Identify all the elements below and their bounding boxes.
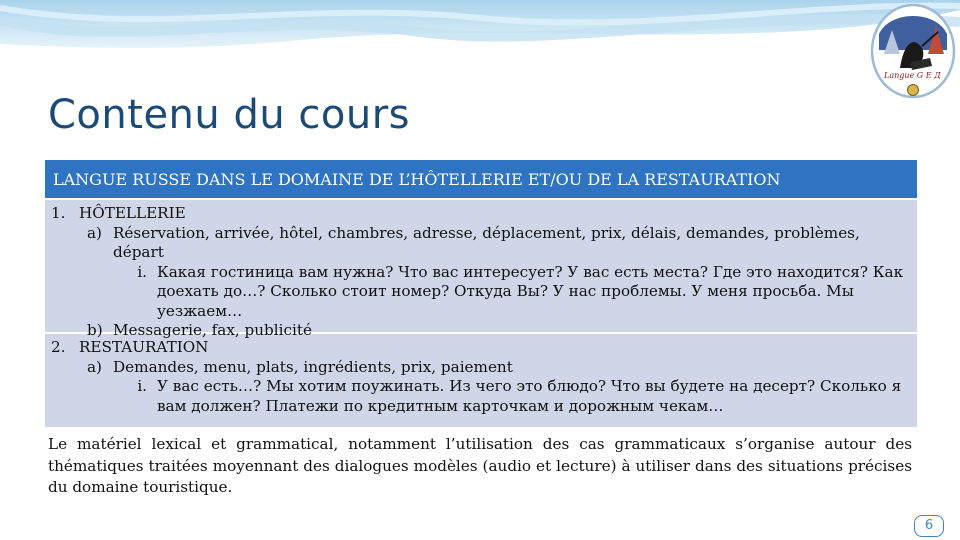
item-marker: b) <box>87 321 103 339</box>
item-marker: a) <box>87 223 102 242</box>
section-number: 1. <box>51 204 66 222</box>
table-row <box>45 334 917 429</box>
section-number: 2. <box>51 338 66 356</box>
section-title: HÔTELLERIE <box>79 204 186 222</box>
item-text: Messagerie, fax, publicité <box>113 321 312 339</box>
section-heading <box>51 338 911 358</box>
section-title: RESTAURATION <box>79 338 209 356</box>
item-text: Demandes, menu, plats, ingrédients, prix, paiement <box>113 357 513 376</box>
sub-list-item <box>51 377 911 416</box>
list-item <box>51 224 911 263</box>
sub-list-item <box>51 263 911 322</box>
item-text: Какая гостиница вам нужна? Что вас интересует? У вас есть места? Где это находится? Как доехать до…? Сколько стоит номер? Откуда Вы? У нас проблемы. У меня просьба. Мы уезжаем… <box>157 262 904 320</box>
item-text: У вас есть…? Мы хотим поужинать. Из чего это блюдо? Что вы будете на десерт? Сколько я вам должен? Платежи по кредитным карточкам и дорожным чекам… <box>157 377 902 415</box>
list-item <box>51 358 911 378</box>
item-marker: i. <box>137 262 147 281</box>
course-logo <box>870 2 956 100</box>
slide-title: Contenu du cours <box>48 92 411 138</box>
item-marker: a) <box>87 357 102 376</box>
logo-wordmark: Langue G E Д <box>884 71 941 80</box>
page-number: 6 <box>914 515 944 537</box>
decorative-wave-band <box>0 0 960 62</box>
course-description: Le matériel lexical et grammatical, notamment l’utilisation des cas grammaticaux s’organise autour des thématiques traitées moyennant des dialogues modèles (audio et lecture) à utiliser dans des situations précises du domaine touristique. <box>48 435 912 496</box>
section-heading <box>51 204 911 224</box>
course-content-table <box>45 160 917 429</box>
table-header: LANGUE RUSSE DANS LE DOMAINE DE L’HÔTELLERIE ET/OU DE LA RESTAURATION <box>45 160 917 200</box>
item-text: Réservation, arrivée, hôtel, chambres, adresse, déplacement, prix, délais, demandes, problèmes, départ <box>113 223 860 261</box>
table-row <box>45 200 917 339</box>
item-marker: i. <box>137 377 147 395</box>
